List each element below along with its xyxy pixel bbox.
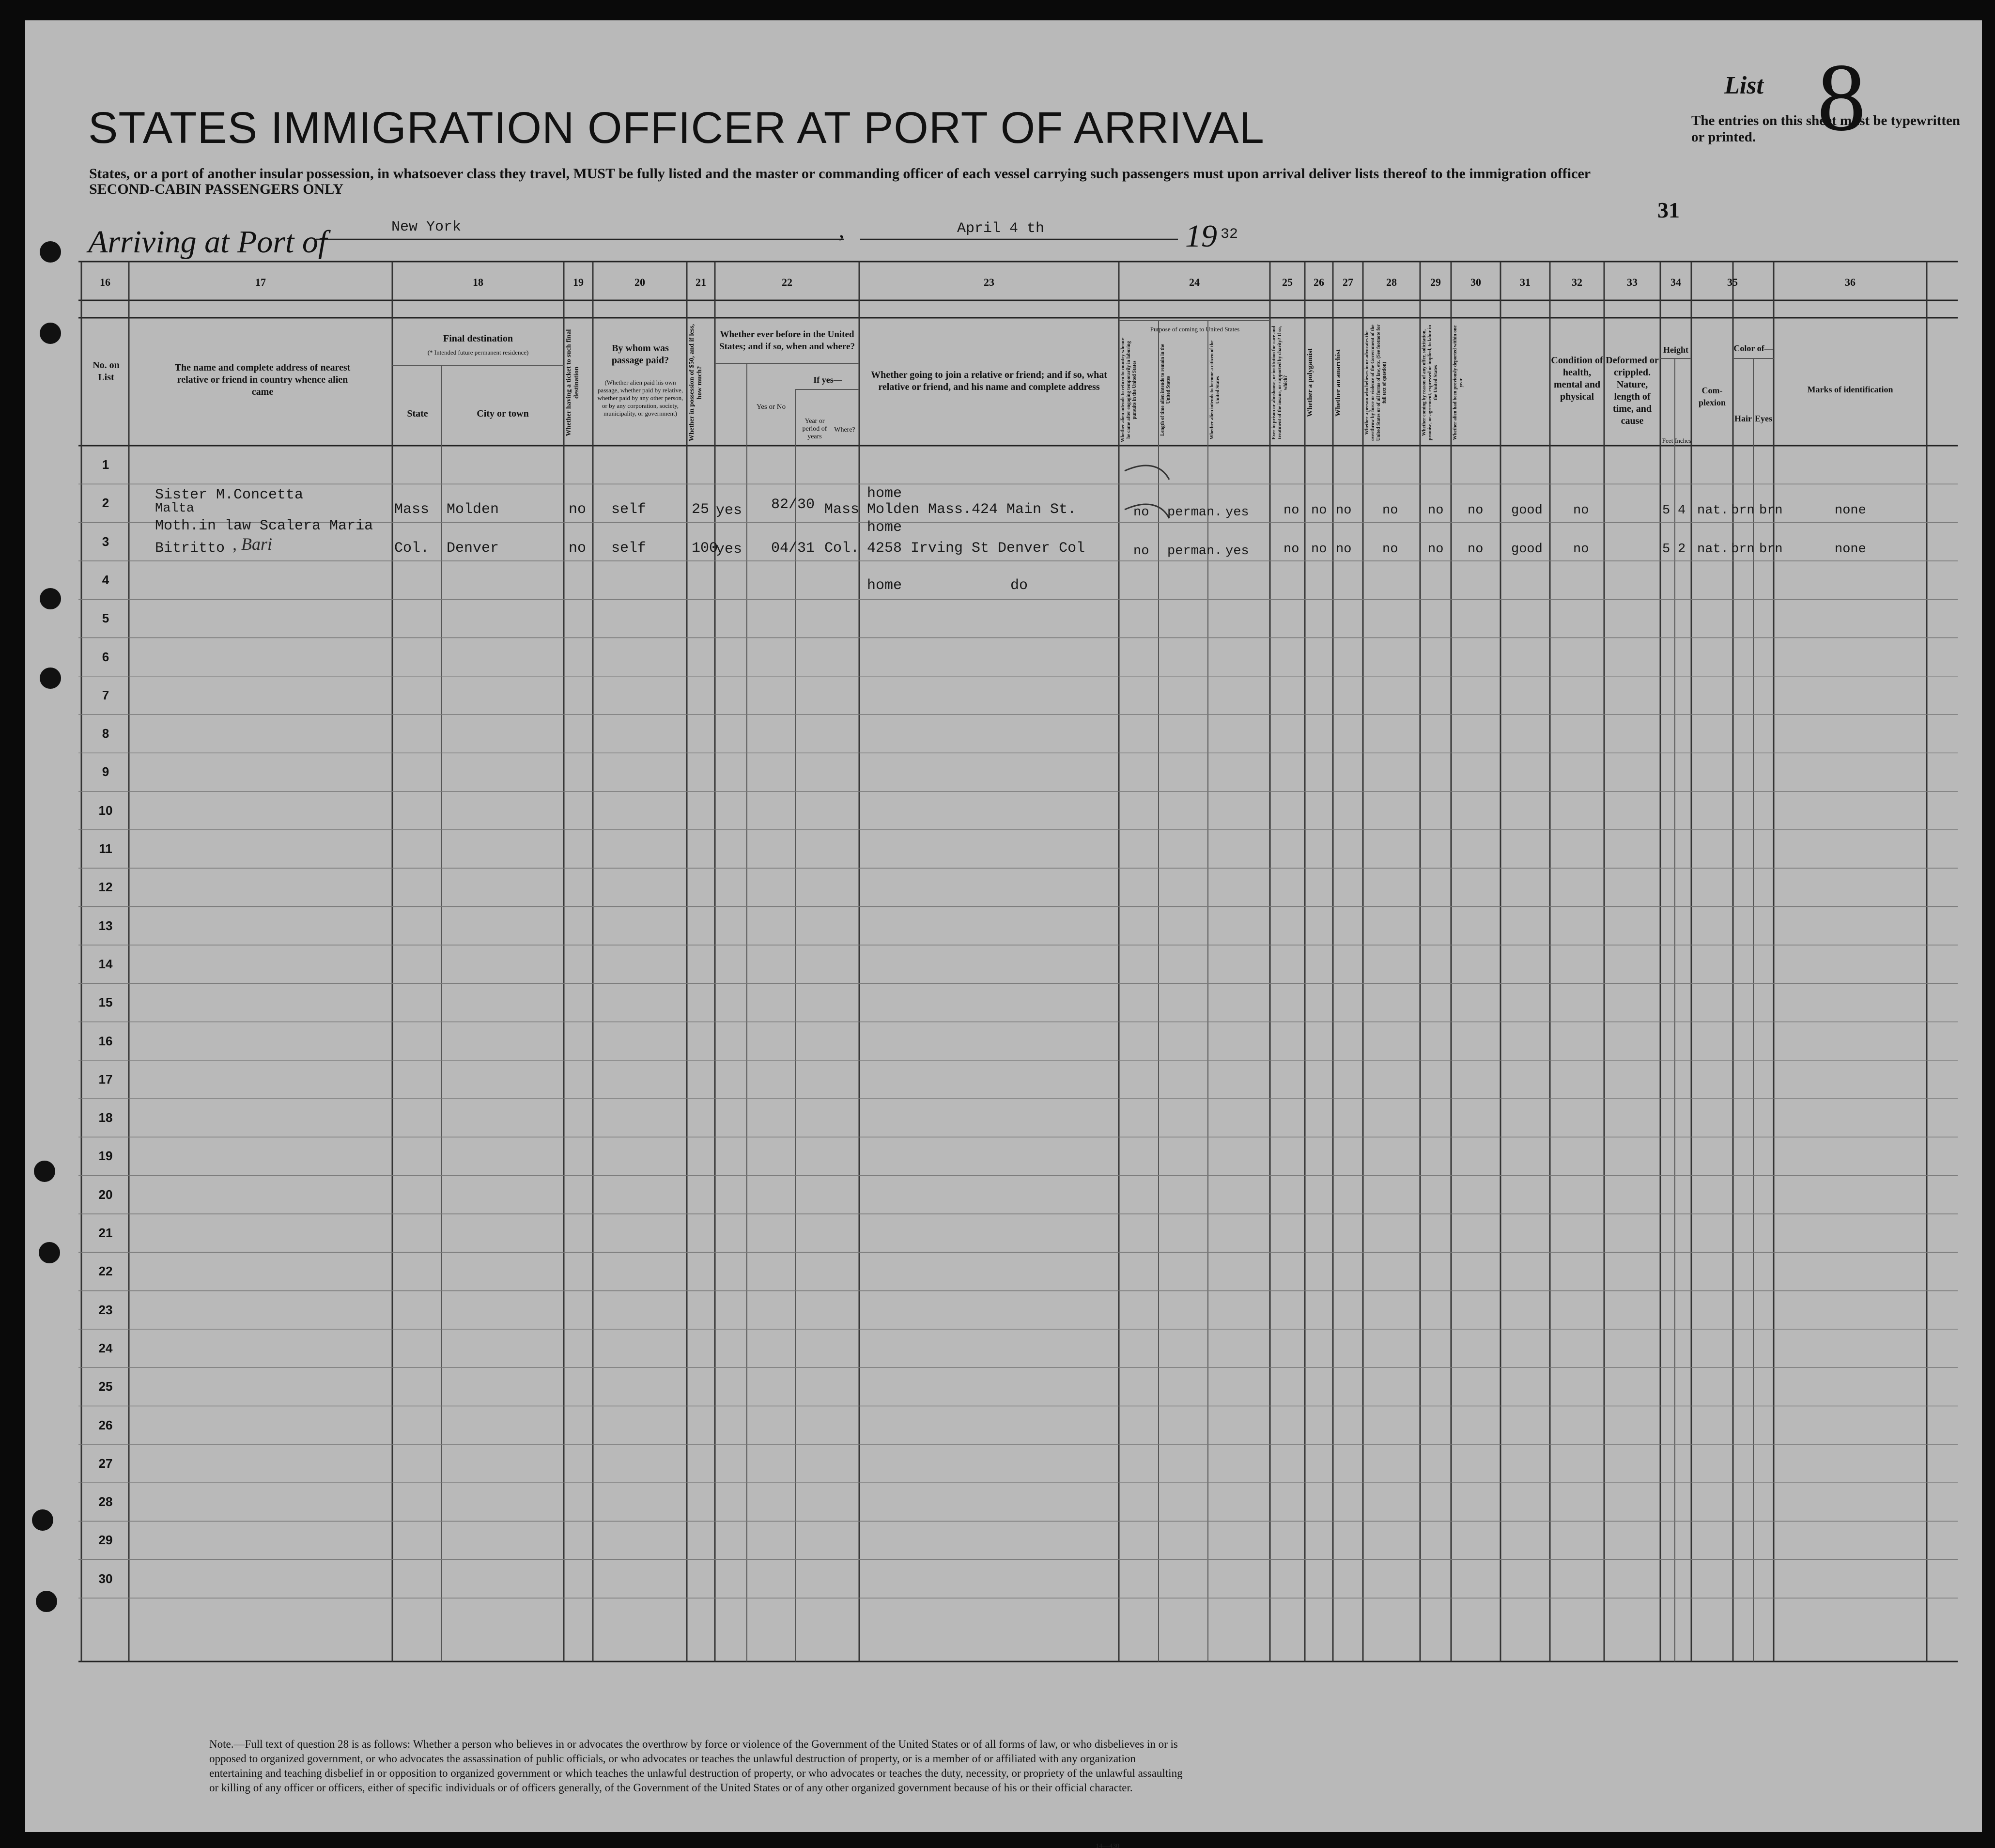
header-labor-offer: Whether coming by reason of any offer, solicitation, promise, or agreement, expressed or implied, to labor in the United States	[1422, 325, 1438, 441]
header-join-relative: Whether going to join a relative or friend; and if so, what relative or friend, and his name and complete address	[871, 370, 1107, 392]
row-number: 5	[102, 611, 109, 626]
binder-hole	[40, 588, 61, 609]
entry-relative-country: Malta	[155, 501, 195, 516]
row-number: 28	[98, 1494, 113, 1509]
entry-inches: 2	[1678, 542, 1686, 557]
row-number: 17	[98, 1072, 113, 1087]
row-number: 25	[98, 1379, 113, 1394]
header-complexion: Com-plexion	[1698, 386, 1726, 407]
year-suffix: 32	[1221, 226, 1238, 243]
column-number: 28	[1386, 276, 1397, 288]
entry-eyes: brn	[1759, 542, 1783, 557]
entry-deported: no	[1468, 503, 1484, 518]
row-number: 2	[102, 496, 109, 511]
column-number: 35	[1727, 276, 1738, 288]
entry-year: 04/31	[771, 540, 815, 557]
column-number: 22	[782, 276, 792, 288]
row-number: 10	[98, 803, 113, 818]
entry-prison: no	[1284, 503, 1299, 518]
column-number: 31	[1520, 276, 1531, 288]
header-city: City or town	[477, 408, 529, 419]
row-number: 12	[98, 880, 113, 895]
entry-anarchist: no	[1336, 542, 1352, 557]
row-number: 3	[102, 534, 109, 549]
arrival-port-label: Arriving at Port of	[88, 224, 327, 260]
header-passage-paid-note: (Whether alien paid his own passage, whether paid by relative, whether paid by any other person, or by any corporation, society, municipality, or government)	[597, 379, 683, 417]
entry-join-ditto: do	[1010, 577, 1028, 594]
row-number: 11	[99, 841, 112, 856]
form-subtitle-line1: States, or a port of another insular possession, in whatsoever class they travel, MUST be fully listed and the master or commanding officer of each vessel carrying such passengers must upon arrival deliver lists thereof to the immigration officer	[89, 166, 1591, 182]
entry-state: Col.	[394, 540, 430, 557]
binder-hole	[40, 668, 61, 689]
row-number: 19	[98, 1149, 113, 1164]
list-number: 8	[1817, 44, 1866, 151]
row-number: 21	[98, 1226, 113, 1240]
header-eyes: Eyes	[1755, 414, 1772, 423]
header-marks: Marks of identification	[1807, 385, 1893, 394]
entry-where: Mass	[824, 501, 860, 518]
entry-anarchist: no	[1336, 503, 1352, 518]
entry-relative-handwritten: , Bari	[232, 534, 273, 554]
column-number: 23	[984, 276, 994, 288]
entry-eyes: brn	[1759, 503, 1783, 518]
form-title: STATES IMMIGRATION OFFICER AT PORT OF ARRIVAL	[88, 103, 1265, 153]
header-where: Where?	[834, 426, 855, 434]
entry-join: home	[867, 485, 902, 502]
header-hair: Hair	[1734, 414, 1752, 423]
header-before-in-us: Whether ever before in the United States; and if so, when and where?	[719, 329, 855, 352]
entry-relative: Moth.in law Scalera Maria	[155, 518, 373, 534]
entry-city: Denver	[447, 540, 499, 557]
column-number: 24	[1189, 276, 1200, 288]
entry-citizen: yes	[1225, 544, 1249, 559]
row-number: 15	[98, 995, 113, 1010]
header-state: State	[407, 408, 428, 419]
column-number: 34	[1670, 276, 1681, 288]
header-purpose-return: Whether alien intends to return to country whence he came after engaging temporarily in laboring pursuits in the United States	[1120, 338, 1137, 443]
entry-join: home	[867, 519, 902, 536]
entry-join-address: 4258 Irving St Denver Col	[867, 540, 1085, 557]
column-number: 36	[1845, 276, 1856, 288]
entry-inches: 4	[1678, 503, 1686, 518]
row-number: 24	[98, 1340, 113, 1355]
header-color-of: Color of—	[1733, 343, 1773, 353]
entry-ticket: no	[569, 501, 587, 518]
entry-paid-by: self	[611, 540, 647, 557]
entry-paid-by: self	[611, 501, 647, 518]
header-money: Whether in possession of $50, and if less, how much?	[688, 324, 703, 442]
row-number: 1	[102, 457, 109, 472]
row-number: 9	[102, 764, 109, 779]
date-comma-separator: ,	[839, 218, 844, 242]
header-purpose-citizen: Whether alien intends to become a citizen of the United States	[1209, 340, 1221, 440]
column-number: 16	[100, 276, 110, 288]
entry-hair: brn	[1731, 503, 1755, 518]
binder-hole	[39, 1242, 60, 1263]
entry-join-address: Molden Mass.424 Main St.	[867, 501, 1077, 518]
header-polygamist: Whether a polygamist	[1306, 348, 1314, 417]
column-number: 30	[1470, 276, 1481, 288]
form-grid-lines	[25, 20, 1982, 1832]
column-number: 20	[634, 276, 645, 288]
header-yes-no: Yes or No	[756, 403, 786, 411]
row-number: 14	[98, 956, 113, 971]
year-prefix: 19	[1185, 218, 1217, 254]
row-number: 6	[102, 649, 109, 664]
entry-labor-offer: no	[1428, 503, 1444, 518]
header-overthrow: Whether a person who believes in or advocates the overthrow by force or violence of the Government of the United States or of all forms of law, etc. (See footnote for full text of question)	[1364, 324, 1387, 441]
form-subtitle-line2: SECOND-CABIN PASSENGERS ONLY	[89, 181, 344, 197]
header-feet: Feet	[1662, 437, 1673, 444]
entry-city: Molden	[447, 501, 499, 518]
arrival-date-value: April 4 th	[957, 220, 1045, 237]
entry-hair: brn	[1731, 542, 1755, 557]
entry-before: yes	[716, 502, 742, 519]
entry-overthrow: no	[1382, 542, 1398, 557]
entry-purpose-return: no	[1133, 544, 1149, 559]
entry-feet: 5	[1662, 542, 1670, 557]
arrival-port-value: New York	[391, 219, 462, 235]
column-number: 29	[1430, 276, 1441, 288]
entry-deported: no	[1468, 542, 1484, 557]
column-number: 25	[1282, 276, 1293, 288]
row-number: 13	[98, 918, 113, 933]
row-number: 16	[98, 1033, 113, 1048]
entry-money: 25	[692, 501, 710, 518]
header-year: Year or period of years	[802, 418, 827, 440]
binder-hole	[32, 1509, 53, 1531]
entry-deformed: no	[1573, 503, 1589, 518]
header-if-yes: If yes—	[813, 375, 842, 385]
entry-relative-town: Bitritto	[155, 540, 225, 557]
entry-overthrow: no	[1382, 503, 1398, 518]
entry-feet: 5	[1662, 503, 1670, 518]
manifest-sheet	[25, 20, 1982, 1848]
form-number: 14—430	[1096, 1843, 1119, 1848]
sheet-page-number: 31	[1657, 198, 1680, 222]
header-inches: Inches	[1675, 437, 1691, 444]
entry-labor-offer: no	[1428, 542, 1444, 557]
entry-relative: Sister M.Concetta	[155, 487, 304, 503]
row-number: 29	[98, 1533, 113, 1548]
column-number: 32	[1572, 276, 1582, 288]
question-28-footnote: Note.—Full text of question 28 is as follows: Whether a person who believes in or advocates the overthrow by force or violence of the Government of the United States or of all forms of law, or who disbelieves in or is opposed to organized government, or who advocates the assassination of public officials, or who advocates or teaches the unlawful destruction of property, or is a member of or affiliated with any organization entertaining and teaching disbelief in or opposition to organized government or which teaches the unlawful destruction of property, or who advocates or teaches the duty, necessity, or propriety of the unlawful assaulting or killing of any officer or officers, either of specific individuals or of officers generally, of the Government of the United States or of any other organized government because of his or their official character.	[209, 1738, 1183, 1794]
row-number: 30	[98, 1571, 113, 1586]
header-final-destination-note: (* Intended future permanent residence)	[427, 349, 529, 356]
entry-health: good	[1511, 542, 1543, 557]
header-deformed: Deformed or crippled. Nature, length of time, and cause	[1606, 355, 1659, 426]
entry-marks: none	[1835, 542, 1866, 557]
binder-hole	[34, 1161, 55, 1182]
header-anarchist: Whether an anarchist	[1334, 349, 1342, 417]
header-prison: Ever in prison or almshouse, or institution for care and treatment of the insane, or supported by charity? If so, which?	[1271, 326, 1288, 440]
entry-length: perman.	[1167, 544, 1222, 559]
entry-polygamist: no	[1311, 503, 1327, 518]
entry-complexion: nat.	[1697, 503, 1729, 518]
column-number: 21	[696, 276, 706, 288]
entry-join: home	[867, 577, 902, 594]
header-purpose: Purpose of coming to United States	[1150, 326, 1240, 333]
entry-complexion: nat.	[1697, 542, 1729, 557]
entry-year: 82/30	[771, 497, 815, 513]
binder-hole	[40, 241, 61, 263]
row-number: 4	[102, 572, 109, 587]
row-number: 27	[98, 1456, 113, 1471]
row-number: 23	[98, 1302, 113, 1317]
binder-hole	[40, 323, 61, 344]
row-number: 18	[98, 1110, 113, 1125]
list-label: List	[1724, 72, 1763, 99]
header-purpose-length: Length of time alien intends to remain in the United States	[1160, 344, 1171, 436]
header-relative-address: The name and complete address of nearest relative or friend in country whence alien came	[174, 362, 351, 397]
column-number: 19	[573, 276, 584, 288]
column-number: 27	[1343, 276, 1353, 288]
header-ticket: Whether having a ticket to such final destination	[565, 329, 580, 436]
header-passage-paid: By whom was passage paid?	[611, 343, 669, 366]
header-list-number: No. on List	[93, 360, 120, 383]
row-number: 22	[98, 1264, 113, 1279]
header-final-destination: Final destination	[443, 333, 513, 344]
row-number: 7	[102, 687, 109, 702]
entries-instruction: The entries on this sheet must be typewritten or printed.	[1691, 113, 1960, 145]
entry-before: yes	[716, 541, 742, 558]
column-number: 18	[473, 276, 483, 288]
entry-length: perman.	[1167, 505, 1222, 520]
entry-citizen: yes	[1225, 505, 1249, 520]
row-number: 26	[98, 1417, 113, 1432]
entry-polygamist: no	[1311, 542, 1327, 557]
entry-state: Mass	[394, 501, 430, 518]
row-number: 20	[98, 1187, 113, 1202]
column-number: 17	[255, 276, 266, 288]
header-height: Height	[1663, 345, 1688, 355]
header-deported: Whether alien had been previously deported within one year	[1453, 325, 1464, 440]
entry-marks: none	[1835, 503, 1866, 518]
entry-purpose-return: no	[1133, 505, 1149, 520]
header-health: Condition of health, mental and physical	[1551, 355, 1603, 402]
entry-health: good	[1511, 503, 1543, 518]
column-number: 26	[1314, 276, 1324, 288]
binder-hole	[36, 1591, 57, 1612]
entry-prison: no	[1284, 542, 1299, 557]
entry-money: 100	[692, 540, 718, 557]
row-number: 8	[102, 726, 109, 741]
column-number: 33	[1627, 276, 1638, 288]
entry-deformed: no	[1573, 542, 1589, 557]
entry-ticket: no	[569, 540, 587, 557]
entry-where: Col.	[824, 540, 860, 557]
